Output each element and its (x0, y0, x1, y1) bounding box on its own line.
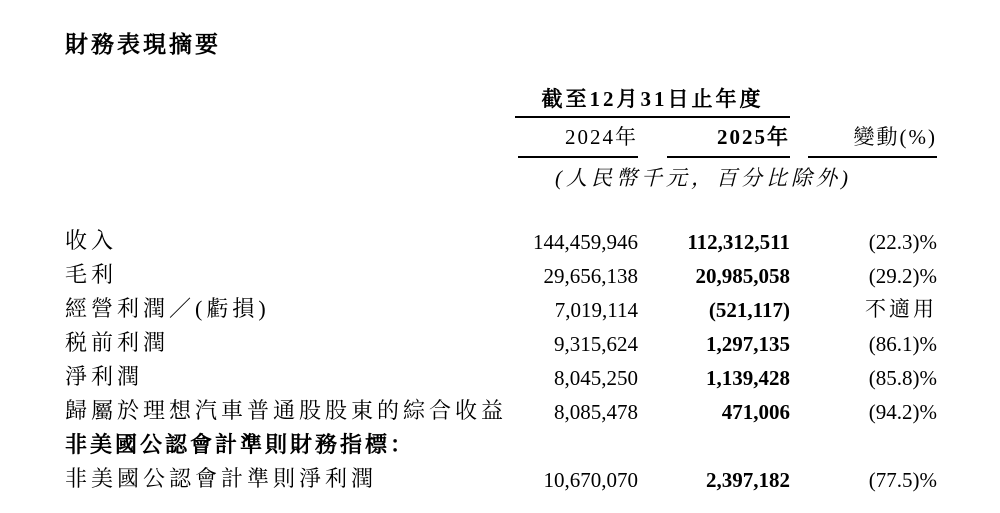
table-row-gross-profit (65, 258, 937, 292)
value-change: (29.2)% (868, 264, 937, 288)
value-2025: 1,297,135 (706, 332, 790, 356)
row-label: 非美國公認會計準則淨利潤 (65, 466, 378, 491)
row-label: 淨利潤 (65, 364, 144, 389)
value-2024: 10,670,070 (543, 468, 638, 492)
period-header: 截至12月31日止年度 (515, 83, 790, 118)
value-2025 (638, 428, 790, 462)
row-label: 毛利 (65, 262, 118, 287)
table-row-net-profit (65, 360, 937, 394)
unit-note: (人民幣千元，百分比除外) (555, 166, 852, 190)
value-2024: 8,085,478 (554, 400, 638, 424)
column-header-2025: 2025年 (667, 121, 790, 158)
value-2024: 7,019,114 (554, 298, 638, 322)
value-change: (22.3)% (868, 230, 937, 254)
value-2024: 8,045,250 (554, 366, 638, 390)
financial-summary-table (65, 78, 937, 496)
value-2024 (505, 428, 638, 462)
table-row-operating-profit-loss (65, 292, 937, 326)
table-row-non-gaap-net-profit (65, 462, 937, 496)
page-title: 財務表現摘要 (65, 31, 221, 57)
value-2025: 112,312,511 (687, 230, 790, 254)
table-row-non-gaap-section (65, 428, 937, 462)
value-change: (85.8)% (868, 366, 937, 390)
value-2025: 2,397,182 (706, 468, 790, 492)
value-2024: 29,656,138 (543, 264, 638, 288)
value-change (790, 428, 937, 462)
unit-note-row (65, 158, 937, 192)
value-2024: 144,459,946 (533, 230, 638, 254)
section-header-label: 非美國公認會計準則財務指標： (65, 432, 416, 457)
column-header-row (65, 118, 937, 158)
row-label: 歸屬於理想汽車普通股股東的綜合收益 (65, 398, 508, 423)
value-2024: 9,315,624 (554, 332, 638, 356)
column-header-2024: 2024年 (518, 121, 638, 158)
spacer-row (65, 192, 937, 224)
period-header-row (65, 78, 937, 118)
value-2025: 20,985,058 (695, 264, 790, 288)
row-label: 税前利潤 (65, 330, 170, 355)
value-2025: 471,006 (721, 400, 790, 424)
value-2025: 1,139,428 (706, 366, 790, 390)
value-change: (77.5)% (868, 468, 937, 492)
table-row-pretax-profit (65, 326, 937, 360)
row-label: 收入 (65, 228, 118, 253)
row-label: 經營利潤／(虧損) (65, 296, 270, 321)
column-header-change: 變動(%) (808, 121, 937, 158)
value-change: (94.2)% (868, 400, 937, 424)
value-2025: (521,117) (708, 298, 790, 322)
table-row-comprehensive-income (65, 394, 937, 428)
value-change: (86.1)% (868, 332, 937, 356)
value-change: 不適用 (865, 297, 937, 321)
table-row-revenue (65, 224, 937, 258)
